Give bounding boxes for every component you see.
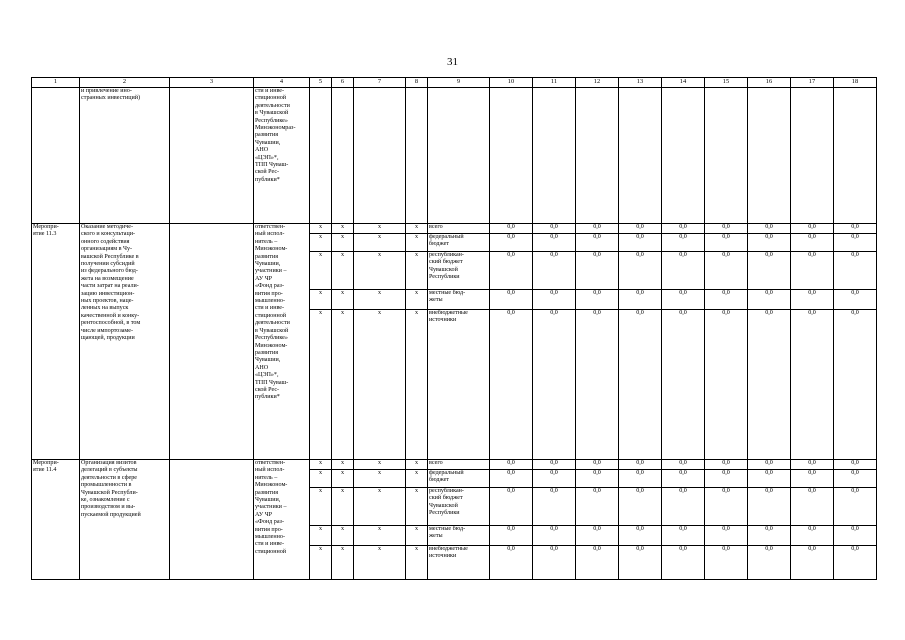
- funding-value: 0,0: [490, 488, 533, 526]
- code-mark: х: [332, 224, 354, 234]
- code-mark: х: [406, 290, 428, 310]
- continuation-event-name: и привлечение ино- странных инвестиций): [80, 88, 170, 224]
- column-number: 10: [490, 78, 533, 88]
- event-name: Организация визитов делегаций в субъекты деятельности в сфере промышленности в Чувашской Республи- ке, ознакомление с производством и вы- пускаемой продукцией: [80, 460, 170, 580]
- funding-value: 0,0: [576, 290, 619, 310]
- code-mark: х: [354, 224, 406, 234]
- funding-value: 0,0: [748, 234, 791, 252]
- code-mark: х: [354, 470, 406, 488]
- funding-value: 0,0: [490, 470, 533, 488]
- code-mark: х: [354, 310, 406, 460]
- code-mark: х: [332, 488, 354, 526]
- funding-source: федеральный бюджет: [428, 470, 490, 488]
- code-mark: х: [354, 460, 406, 470]
- funding-value: 0,0: [533, 488, 576, 526]
- code-mark: х: [354, 234, 406, 252]
- funding-value: 0,0: [490, 310, 533, 460]
- funding-value: 0,0: [834, 290, 877, 310]
- funding-value: 0,0: [705, 470, 748, 488]
- funding-row: [32, 460, 877, 470]
- code-mark: х: [310, 252, 332, 290]
- funding-value: 0,0: [619, 290, 662, 310]
- funding-value: 0,0: [619, 526, 662, 546]
- funding-source: местные бюд- жеты: [428, 290, 490, 310]
- code-mark: х: [310, 526, 332, 546]
- column-number: 9: [428, 78, 490, 88]
- event-executor: ответствен- ный испол- нитель – Минэконом- развития Чувашии, участники – АУ ЧР «Фонд раз- вития про- мышленно- сти и инве- стиционной деятельности в Чувашской Республике» Минэконом- развития Чувашии, АНО «ЦЭП»*, ТПП Чуваш- ской Рес- публики*: [254, 224, 310, 460]
- funding-value: 0,0: [576, 526, 619, 546]
- funding-value: 0,0: [490, 252, 533, 290]
- column-number: 8: [406, 78, 428, 88]
- funding-value: 0,0: [662, 234, 705, 252]
- funding-value: 0,0: [748, 526, 791, 546]
- column-number: 15: [705, 78, 748, 88]
- column-number: 12: [576, 78, 619, 88]
- funding-value: 0,0: [748, 252, 791, 290]
- funding-value: 0,0: [662, 546, 705, 580]
- funding-value: 0,0: [490, 290, 533, 310]
- funding-value: 0,0: [834, 252, 877, 290]
- column-number: 13: [619, 78, 662, 88]
- funding-value: 0,0: [705, 224, 748, 234]
- code-mark: х: [310, 546, 332, 580]
- funding-value: 0,0: [533, 470, 576, 488]
- funding-value: 0,0: [533, 526, 576, 546]
- code-mark: х: [332, 234, 354, 252]
- code-mark: х: [406, 546, 428, 580]
- code-mark: х: [354, 252, 406, 290]
- funding-source: республикан- ский бюджет Чувашской Республики: [428, 252, 490, 290]
- funding-value: 0,0: [576, 224, 619, 234]
- funding-value: 0,0: [791, 234, 834, 252]
- event-code: Меропри- ятие 11.3: [32, 224, 80, 460]
- funding-source: внебюджетные источники: [428, 310, 490, 460]
- funding-value: 0,0: [619, 470, 662, 488]
- code-mark: х: [406, 460, 428, 470]
- column-number: 2: [80, 78, 170, 88]
- funding-value: 0,0: [576, 310, 619, 460]
- event-col3: [170, 460, 254, 580]
- funding-value: 0,0: [662, 488, 705, 526]
- code-mark: х: [332, 546, 354, 580]
- funding-value: 0,0: [705, 290, 748, 310]
- funding-value: 0,0: [619, 224, 662, 234]
- funding-value: 0,0: [533, 460, 576, 470]
- code-mark: х: [354, 526, 406, 546]
- funding-value: 0,0: [619, 546, 662, 580]
- funding-value: 0,0: [490, 224, 533, 234]
- column-number: 11: [533, 78, 576, 88]
- code-mark: х: [310, 234, 332, 252]
- code-mark: х: [406, 470, 428, 488]
- code-mark: х: [332, 290, 354, 310]
- code-mark: х: [354, 546, 406, 580]
- funding-value: 0,0: [533, 546, 576, 580]
- funding-value: 0,0: [490, 526, 533, 546]
- code-mark: х: [310, 460, 332, 470]
- funding-value: 0,0: [748, 546, 791, 580]
- funding-value: 0,0: [748, 470, 791, 488]
- column-number: 4: [254, 78, 310, 88]
- funding-value: 0,0: [705, 252, 748, 290]
- funding-value: 0,0: [490, 546, 533, 580]
- code-mark: х: [406, 526, 428, 546]
- funding-value: 0,0: [834, 234, 877, 252]
- code-mark: х: [310, 310, 332, 460]
- code-mark: х: [332, 460, 354, 470]
- funding-value: 0,0: [834, 470, 877, 488]
- funding-value: 0,0: [791, 224, 834, 234]
- funding-value: 0,0: [791, 470, 834, 488]
- code-mark: х: [406, 488, 428, 526]
- funding-value: 0,0: [791, 488, 834, 526]
- event-col3: [170, 224, 254, 460]
- funding-value: 0,0: [791, 460, 834, 470]
- funding-value: 0,0: [576, 546, 619, 580]
- funding-value: 0,0: [576, 460, 619, 470]
- funding-value: 0,0: [834, 488, 877, 526]
- continuation-row: [32, 88, 877, 224]
- funding-value: 0,0: [576, 252, 619, 290]
- funding-row: [32, 224, 877, 234]
- column-number: 16: [748, 78, 791, 88]
- funding-value: 0,0: [662, 290, 705, 310]
- funding-value: 0,0: [834, 224, 877, 234]
- funding-value: 0,0: [619, 252, 662, 290]
- column-number: 7: [354, 78, 406, 88]
- event-executor: ответствен- ный испол- нитель – Минэконом- развития Чувашии, участники – АУ ЧР «Фонд раз- вития про- мышленно- сти и инве- стиционной: [254, 460, 310, 580]
- funding-value: 0,0: [705, 460, 748, 470]
- funding-value: 0,0: [662, 470, 705, 488]
- program-table: [31, 77, 877, 580]
- funding-value: 0,0: [619, 234, 662, 252]
- column-number: 1: [32, 78, 80, 88]
- funding-value: 0,0: [748, 310, 791, 460]
- event-code: Меропри- ятие 11.4: [32, 460, 80, 580]
- funding-value: 0,0: [662, 526, 705, 546]
- funding-value: 0,0: [791, 252, 834, 290]
- funding-value: 0,0: [619, 310, 662, 460]
- funding-value: 0,0: [533, 234, 576, 252]
- funding-value: 0,0: [748, 290, 791, 310]
- code-mark: х: [332, 526, 354, 546]
- code-mark: х: [354, 488, 406, 526]
- funding-value: 0,0: [662, 252, 705, 290]
- funding-source: всего: [428, 224, 490, 234]
- funding-value: 0,0: [662, 460, 705, 470]
- funding-value: 0,0: [533, 310, 576, 460]
- funding-value: 0,0: [705, 488, 748, 526]
- column-number: 18: [834, 78, 877, 88]
- funding-value: 0,0: [533, 290, 576, 310]
- funding-value: 0,0: [748, 224, 791, 234]
- funding-value: 0,0: [705, 546, 748, 580]
- funding-value: 0,0: [662, 224, 705, 234]
- code-mark: х: [310, 224, 332, 234]
- funding-source: местные бюд- жеты: [428, 526, 490, 546]
- funding-value: 0,0: [834, 546, 877, 580]
- funding-value: 0,0: [748, 488, 791, 526]
- funding-value: 0,0: [490, 460, 533, 470]
- funding-value: 0,0: [490, 234, 533, 252]
- funding-value: 0,0: [576, 488, 619, 526]
- column-number: 6: [332, 78, 354, 88]
- funding-value: 0,0: [791, 546, 834, 580]
- continuation-executor: сти и инве- стиционной деятельности в Чувашской Республике» Минэкономраз- развития Чувашии, АНО «ЦЭП»*, ТПП Чуваш- ской Рес- публики*: [254, 88, 310, 224]
- code-mark: х: [332, 252, 354, 290]
- funding-value: 0,0: [791, 526, 834, 546]
- funding-source: всего: [428, 460, 490, 470]
- funding-value: 0,0: [834, 310, 877, 460]
- funding-value: 0,0: [834, 460, 877, 470]
- funding-value: 0,0: [748, 460, 791, 470]
- funding-value: 0,0: [662, 310, 705, 460]
- funding-source: внебюджетные источники: [428, 546, 490, 580]
- column-number: 17: [791, 78, 834, 88]
- funding-value: 0,0: [791, 290, 834, 310]
- funding-source: федеральный бюджет: [428, 234, 490, 252]
- code-mark: х: [406, 224, 428, 234]
- funding-value: 0,0: [705, 526, 748, 546]
- event-name: Оказание методиче- ского и консультаци- онного содействия организациям в Чу- вашской Республике в получении субсидий из федерального бюд- жета на возмещение части затрат на реали- зацию инвестицион- ных проектов, наце- ленных на выпуск качественной и конку- рентоспособной, в том числе импортозаме- щающей, продукции: [80, 224, 170, 460]
- funding-source: республикан- ский бюджет Чувашской Республики: [428, 488, 490, 526]
- code-mark: х: [310, 290, 332, 310]
- column-number: 14: [662, 78, 705, 88]
- code-mark: х: [406, 310, 428, 460]
- funding-value: 0,0: [705, 310, 748, 460]
- funding-value: 0,0: [576, 234, 619, 252]
- funding-value: 0,0: [533, 224, 576, 234]
- funding-value: 0,0: [834, 526, 877, 546]
- funding-value: 0,0: [705, 234, 748, 252]
- funding-value: 0,0: [619, 488, 662, 526]
- column-number: 3: [170, 78, 254, 88]
- code-mark: х: [310, 470, 332, 488]
- page-number: 31: [447, 56, 458, 68]
- column-number: 5: [310, 78, 332, 88]
- funding-value: 0,0: [619, 460, 662, 470]
- code-mark: х: [406, 252, 428, 290]
- code-mark: х: [310, 488, 332, 526]
- funding-value: 0,0: [791, 310, 834, 460]
- column-number-row: [32, 78, 877, 88]
- code-mark: х: [354, 290, 406, 310]
- code-mark: х: [406, 234, 428, 252]
- code-mark: х: [332, 310, 354, 460]
- funding-value: 0,0: [533, 252, 576, 290]
- funding-value: 0,0: [576, 470, 619, 488]
- code-mark: х: [332, 470, 354, 488]
